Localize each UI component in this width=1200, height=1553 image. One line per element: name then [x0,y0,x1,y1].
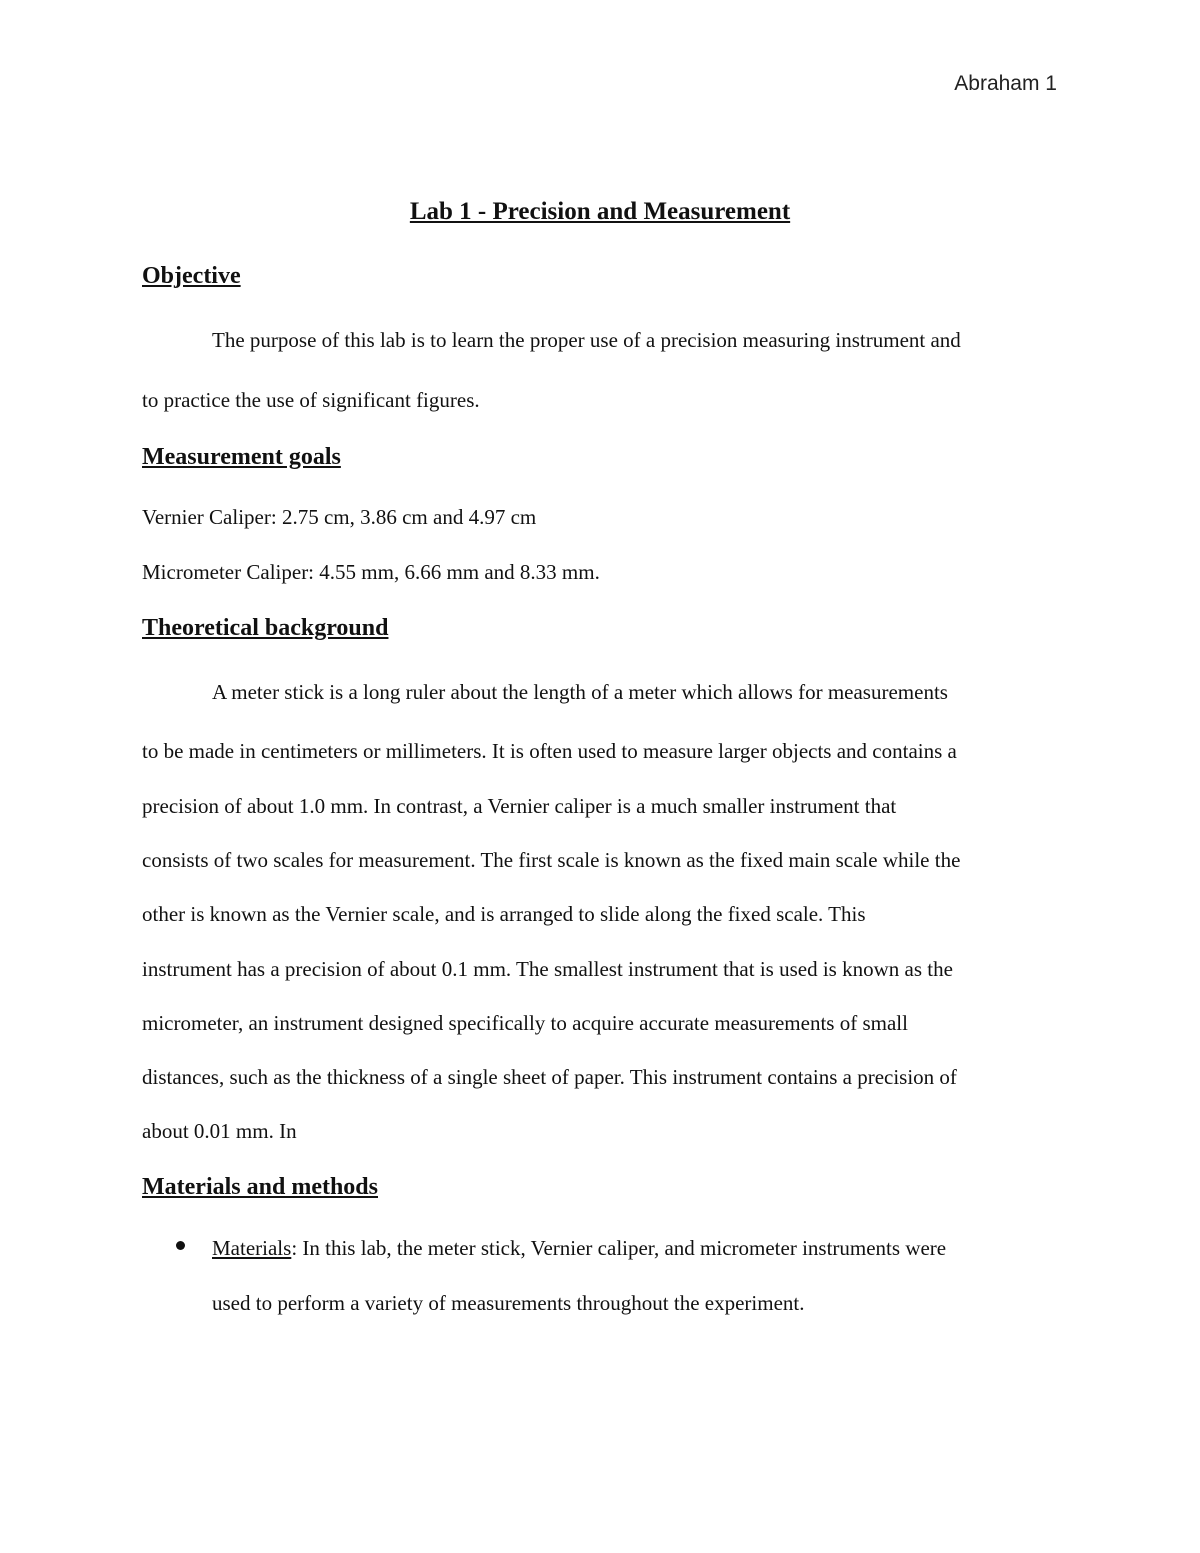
background-line-4: consists of two scales for measurement. The first scale is known as the fixed main scale while the [142,848,961,872]
materials-bullet-line [212,1234,946,1262]
background-line-5: other is known as the Vernier scale, and is arranged to slide along the fixed scale. This [142,902,866,926]
background-line-8: distances, such as the thickness of a single sheet of paper. This instrument contains a precision of [142,1065,957,1089]
background-line-3: precision of about 1.0 mm. In contrast, a Vernier caliper is a much smaller instrument that [142,794,897,818]
measurement-goals-heading: Measurement goals [142,444,341,470]
materials-bullet-continuation: used to perform a variety of measurements throughout the experiment. [212,1291,805,1315]
objective-line-2: to practice the use of significant figures. [142,388,480,412]
background-line-2: to be made in centimeters or millimeters. It is often used to measure larger objects and contains a [142,739,957,763]
background-line-6: instrument has a precision of about 0.1 mm. The smallest instrument that is used is known as the [142,957,953,981]
bullet-point [176,1241,185,1250]
materials-label: Materials [212,1236,292,1260]
background-line-7: micrometer, an instrument designed specifically to acquire accurate measurements of small [142,1011,908,1035]
theoretical-background-heading: Theoretical background [142,615,389,641]
background-line-9: about 0.01 mm. In [142,1119,297,1143]
page-header: Abraham 1 [954,72,1057,95]
vernier-goal: Vernier Caliper: 2.75 cm, 3.86 cm and 4.97 cm [142,505,537,529]
background-line-1: A meter stick is a long ruler about the length of a meter which allows for measurements [212,680,948,704]
micrometer-goal: Micrometer Caliper: 4.55 mm, 6.66 mm and 8.33 mm. [142,560,600,584]
materials-methods-heading: Materials and methods [142,1174,378,1200]
objective-heading: Objective [142,263,241,289]
objective-line-1: The purpose of this lab is to learn the proper use of a precision measuring instrument and [212,328,961,352]
materials-text: : In this lab, the meter stick, Vernier caliper, and micrometer instruments were [291,1236,947,1260]
document-title: Lab 1 - Precision and Measurement [409,198,791,225]
